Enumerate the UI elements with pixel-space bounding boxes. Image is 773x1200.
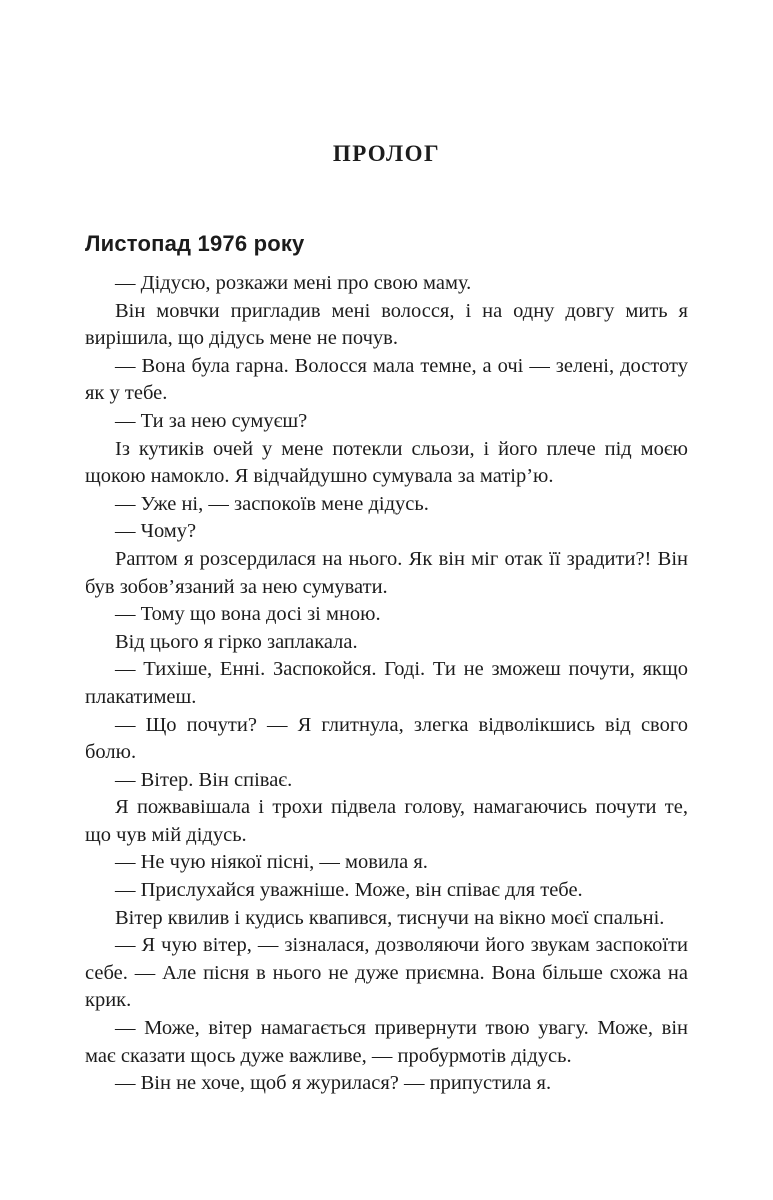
body-text [85,270,688,1098]
paragraph: — Він не хоче, щоб я журилася? — припустила я. [115,1072,552,1095]
chapter-title: ПРОЛОГ [332,141,441,166]
paragraph: — Тихіше, Енні. Заспокойся. Годі. Ти не зможеш почути, якщо плакатимеш. [85,658,688,708]
paragraph: — Може, вітер намагається привернути твою увагу. Може, він має сказати щось дуже важливе, — пробурмотів дідусь. [85,1017,688,1067]
paragraph: Він мовчки пригладив мені волосся, і на одну довгу мить я вирішила, що дідусь мене не почув. [85,299,688,350]
paragraph: — Не чую ніякої пісні, — мовила я. [115,851,428,874]
paragraph: — Дідусю, розкажи мені про свою маму. [115,272,472,294]
paragraph: Я пожвавішала і трохи підвела голову, намагаючись почути те, що чув мій дідусь. [85,796,688,846]
paragraph: Вітер квилив і кудись квапився, тиснучи на вікно моєї спальні. [115,906,665,929]
date-heading: Листопад 1976 року [85,231,305,256]
paragraph: — Чому? [115,520,197,543]
paragraph: — Вітер. Він співає. [115,768,293,791]
paragraph: Із кутиків очей у мене потекли сльози, і його плече під моєю щокою намокло. Я відчайдушно сумувала за матір’ю. [85,437,688,488]
paragraph: Від цього я гірко заплакала. [115,630,358,653]
paragraph: — Тому що вона досі зі мною. [115,603,381,626]
paragraph: — Вона була гарна. Волосся мала темне, а очі — зелені, достоту як у тебе. [85,354,688,405]
paragraph: Раптом я розсердилася на нього. Як він міг отак її зрадити?! Він був зобов’язаний за нею сумувати. [85,547,688,598]
paragraph: — Уже ні, — заспокоїв мене дідусь. [115,492,429,515]
paragraph: — Що почути? — Я глитнула, злегка відволікшись від свого болю. [85,713,688,764]
paragraph: — Прислухайся уважніше. Може, він співає для тебе. [115,879,583,902]
paragraph: — Ти за нею сумуєш? [115,409,308,432]
paragraph: — Я чую вітер, — зізналася, дозволяючи його звукам заспокоїти себе. — Але пісня в нього не дуже приємна. Вона більше схожа на крик. [85,934,688,1012]
